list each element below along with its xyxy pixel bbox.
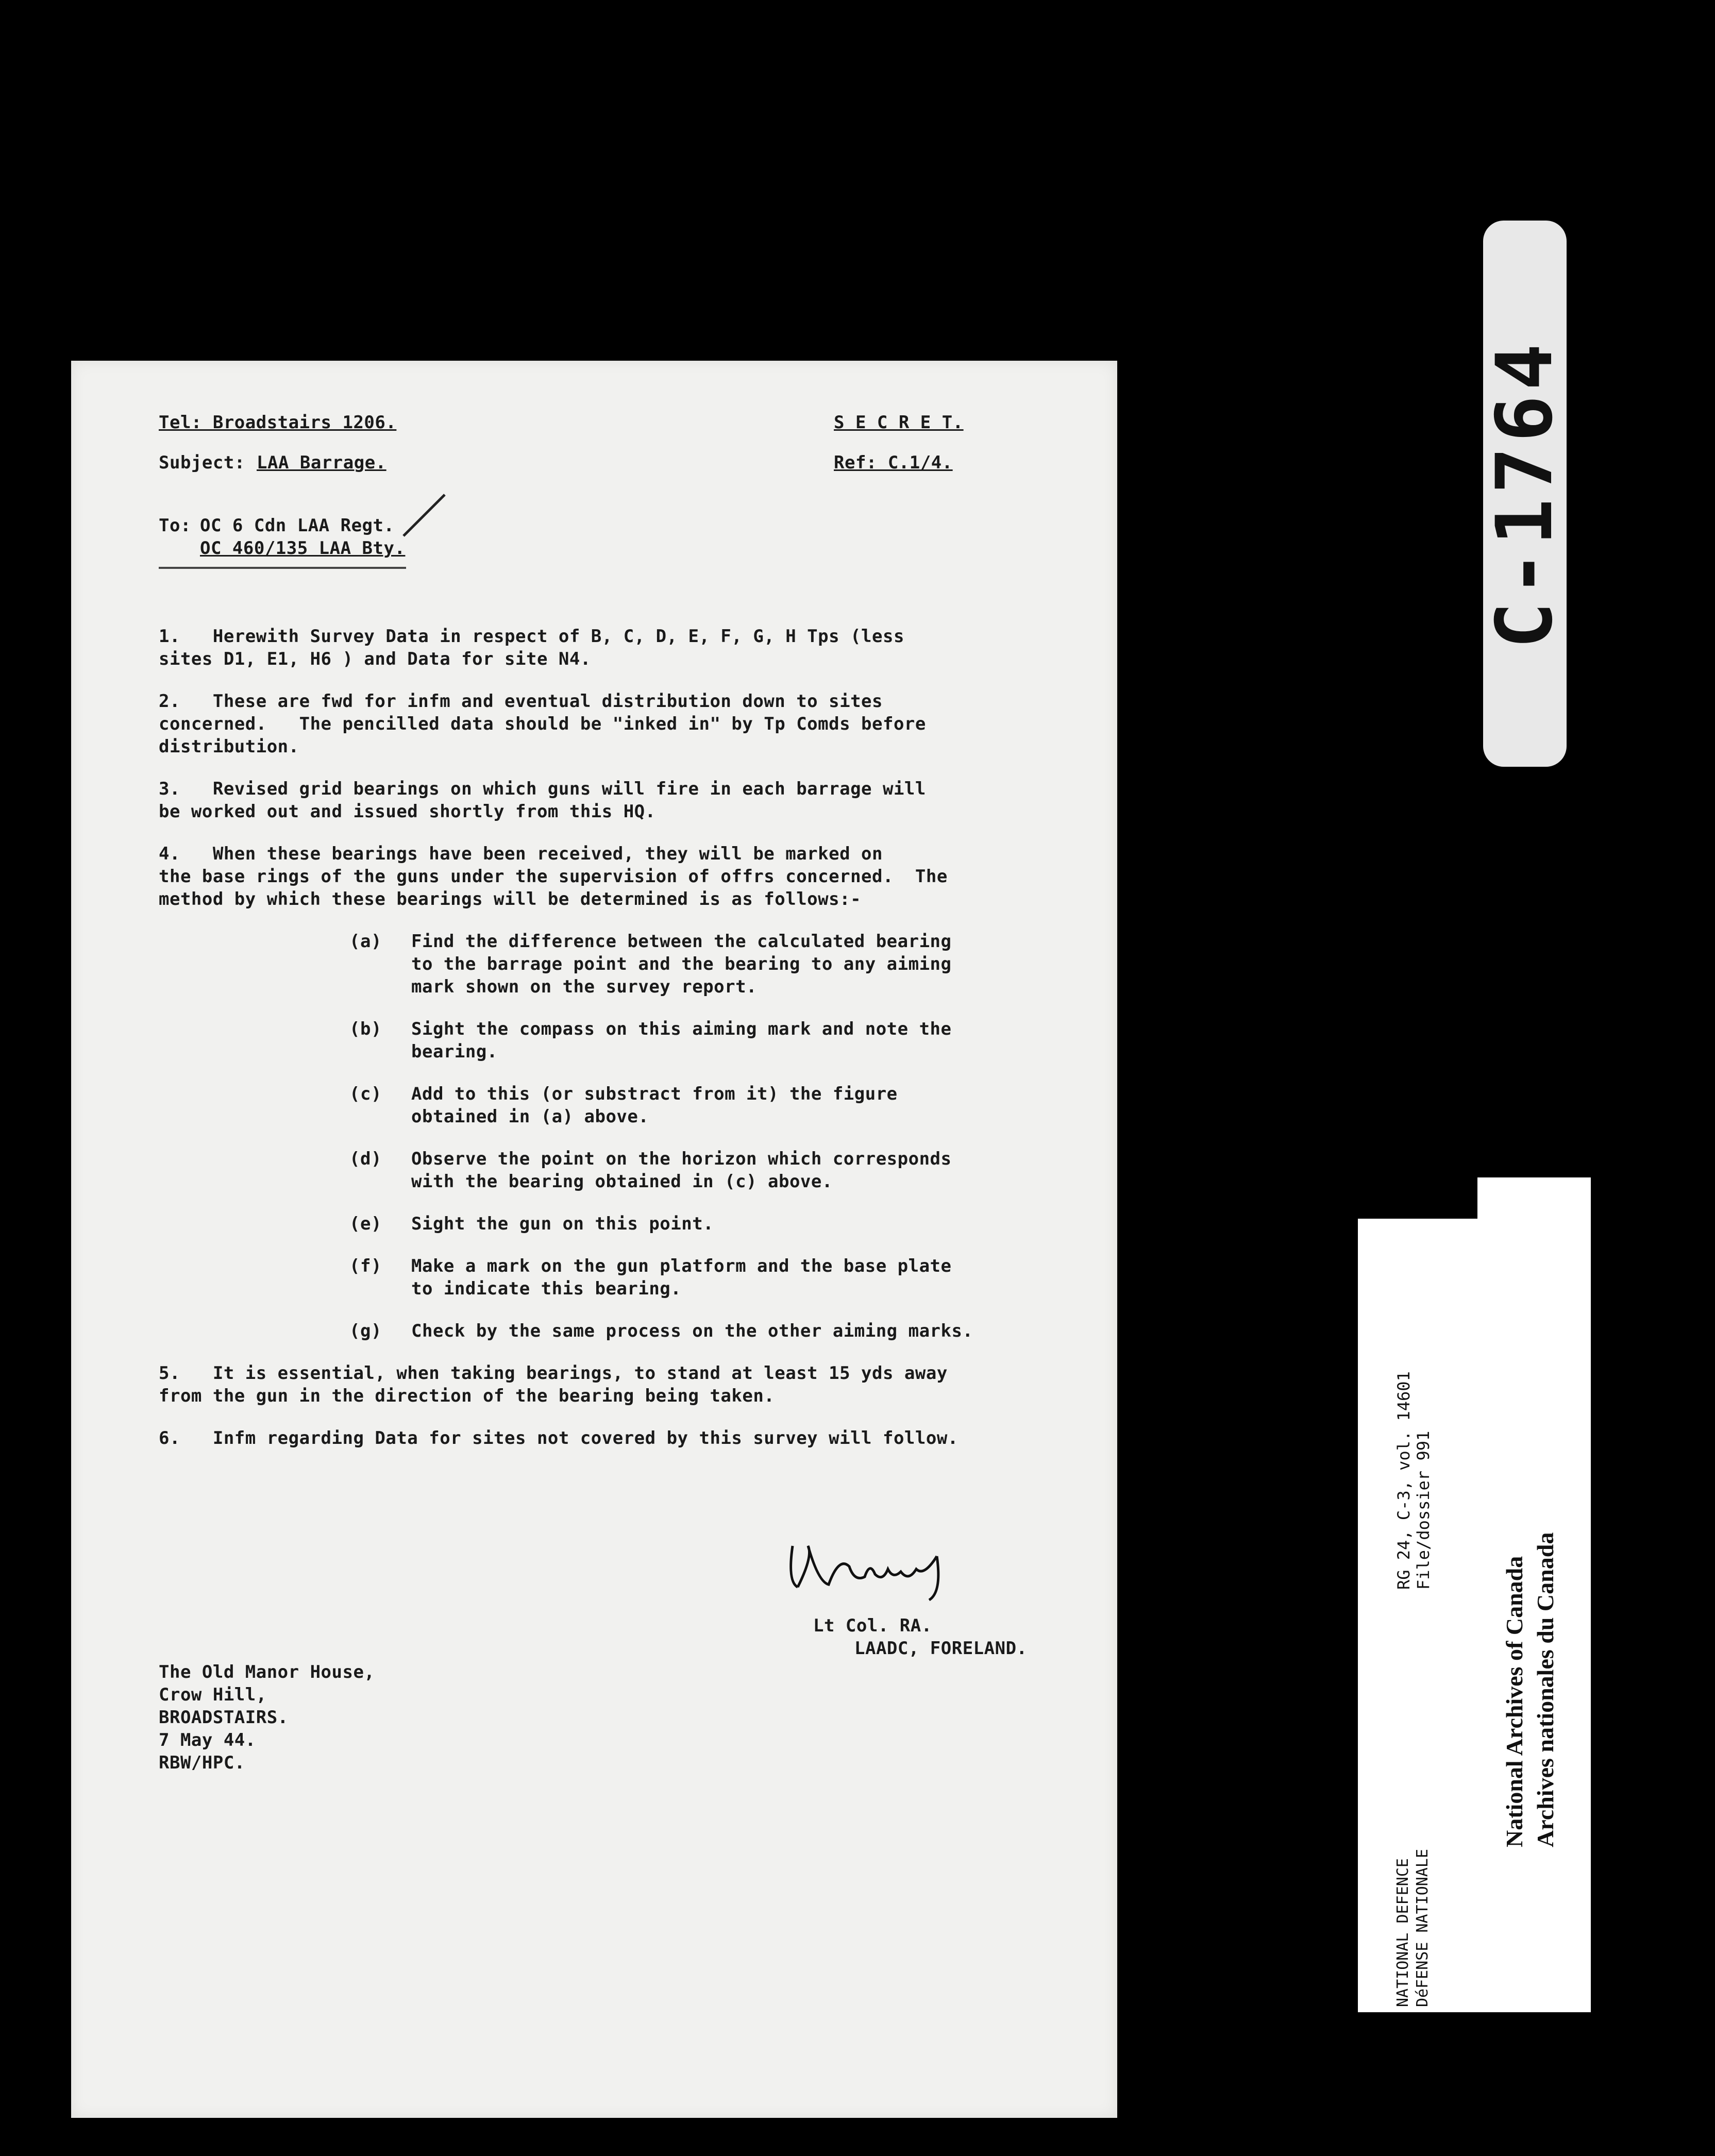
step-c-line: obtained in (a) above. [411,1106,649,1127]
archive-reference-label [1358,1219,1478,2012]
step-a-line: to the barrage point and the bearing to any aiming [411,954,952,974]
document-page [71,361,1117,2118]
to-label: To: [159,515,191,536]
step-label: (f) [349,1256,382,1276]
telephone-line: Tel: Broadstairs 1206. [159,412,397,433]
step-b-line: bearing. [411,1041,498,1062]
department-english: NATIONAL DEFENCE [1394,1858,1412,2007]
step-label: (e) [349,1214,382,1234]
step-g-line: Check by the same process on the other aiming marks. [411,1321,973,1341]
file-dossier-reference: File/dossier 991 [1414,1430,1433,1590]
record-group-reference: RG 24, C-3, vol. 14601 [1394,1371,1414,1590]
addressee-divider [159,567,406,569]
step-label: (c) [349,1084,382,1104]
paragraph-5-line: from the gun in the direction of the bearing being taken. [159,1386,775,1406]
step-label: (b) [349,1019,382,1039]
archives-of-canada-label [1477,1177,1591,2012]
step-a-line: mark shown on the survey report. [411,976,758,997]
paragraph-1-line: 1. Herewith Survey Data in respect of B, C, D, E, F, G, H Tps (less [159,626,904,647]
paragraph-3-line: be worked out and issued shortly from this HQ. [159,801,656,822]
department-french: DéFENSE NATIONALE [1414,1848,1432,2007]
addressee-line-1: OC 6 Cdn LAA Regt. [200,515,395,536]
signatory-title: LAADC, FORELAND. [854,1638,1028,1659]
paragraph-2-line: 2. These are fwd for infm and eventual distribution down to sites [159,691,883,712]
paragraph-3-line: 3. Revised grid bearings on which guns will fire in each barrage will [159,779,926,799]
paragraph-2-line: concerned. The pencilled data should be "inked in" by Tp Comds before [159,714,926,734]
paragraph-4-line: method by which these bearings will be determined is as follows:- [159,889,862,909]
step-d-line: Observe the point on the horizon which corresponds [411,1149,952,1169]
archives-name-french: Archives nationales du Canada [1532,1532,1558,1847]
address-line: 7 May 44. [159,1730,256,1750]
archives-name-english: National Archives of Canada [1501,1556,1527,1847]
step-f-line: Make a mark on the gun platform and the base plate [411,1256,952,1276]
step-label: (a) [349,931,382,952]
step-a-line: Find the difference between the calculated bearing [411,931,952,952]
paragraph-4-line: the base rings of the guns under the supervision of offrs concerned. The [159,866,948,887]
subject-text: LAA Barrage. [257,452,386,473]
step-label: (d) [349,1149,382,1169]
step-e-line: Sight the gun on this point. [411,1214,714,1234]
paragraph-4-line: 4. When these bearings have been received, they will be marked on [159,844,883,864]
paragraph-6-line: 6. Infm regarding Data for sites not covered by this survey will follow. [159,1428,959,1448]
address-line: RBW/HPC. [159,1753,245,1773]
addressee-line-2: OC 460/135 LAA Bty. [200,538,406,559]
subject-label: Subject: [159,452,245,473]
signatory-rank: Lt Col. RA. [813,1615,932,1636]
paragraph-5-line: 5. It is essential, when taking bearings, to stand at least 15 yds away [159,1363,948,1384]
paragraph-1-line: sites D1, E1, H6 ) and Data for site N4. [159,649,591,669]
reference-number: Ref: C.1/4. [834,452,953,473]
step-b-line: Sight the compass on this aiming mark and note the [411,1019,952,1039]
paragraph-2-line: distribution. [159,736,299,757]
step-c-line: Add to this (or substract from it) the figure [411,1084,898,1104]
step-d-line: with the bearing obtained in (c) above. [411,1171,833,1192]
step-f-line: to indicate this bearing. [411,1278,682,1299]
pencil-tick-mark [401,492,447,538]
address-line: The Old Manor House, [159,1662,375,1682]
frame-number-strip [1480,221,1570,767]
frame-number: C-1764 [1480,339,1570,649]
step-label: (g) [349,1321,382,1341]
address-line: BROADSTAIRS. [159,1707,289,1728]
handwritten-signature [782,1525,957,1603]
classification-label: S E C R E T. [834,412,964,433]
address-line: Crow Hill, [159,1685,267,1705]
